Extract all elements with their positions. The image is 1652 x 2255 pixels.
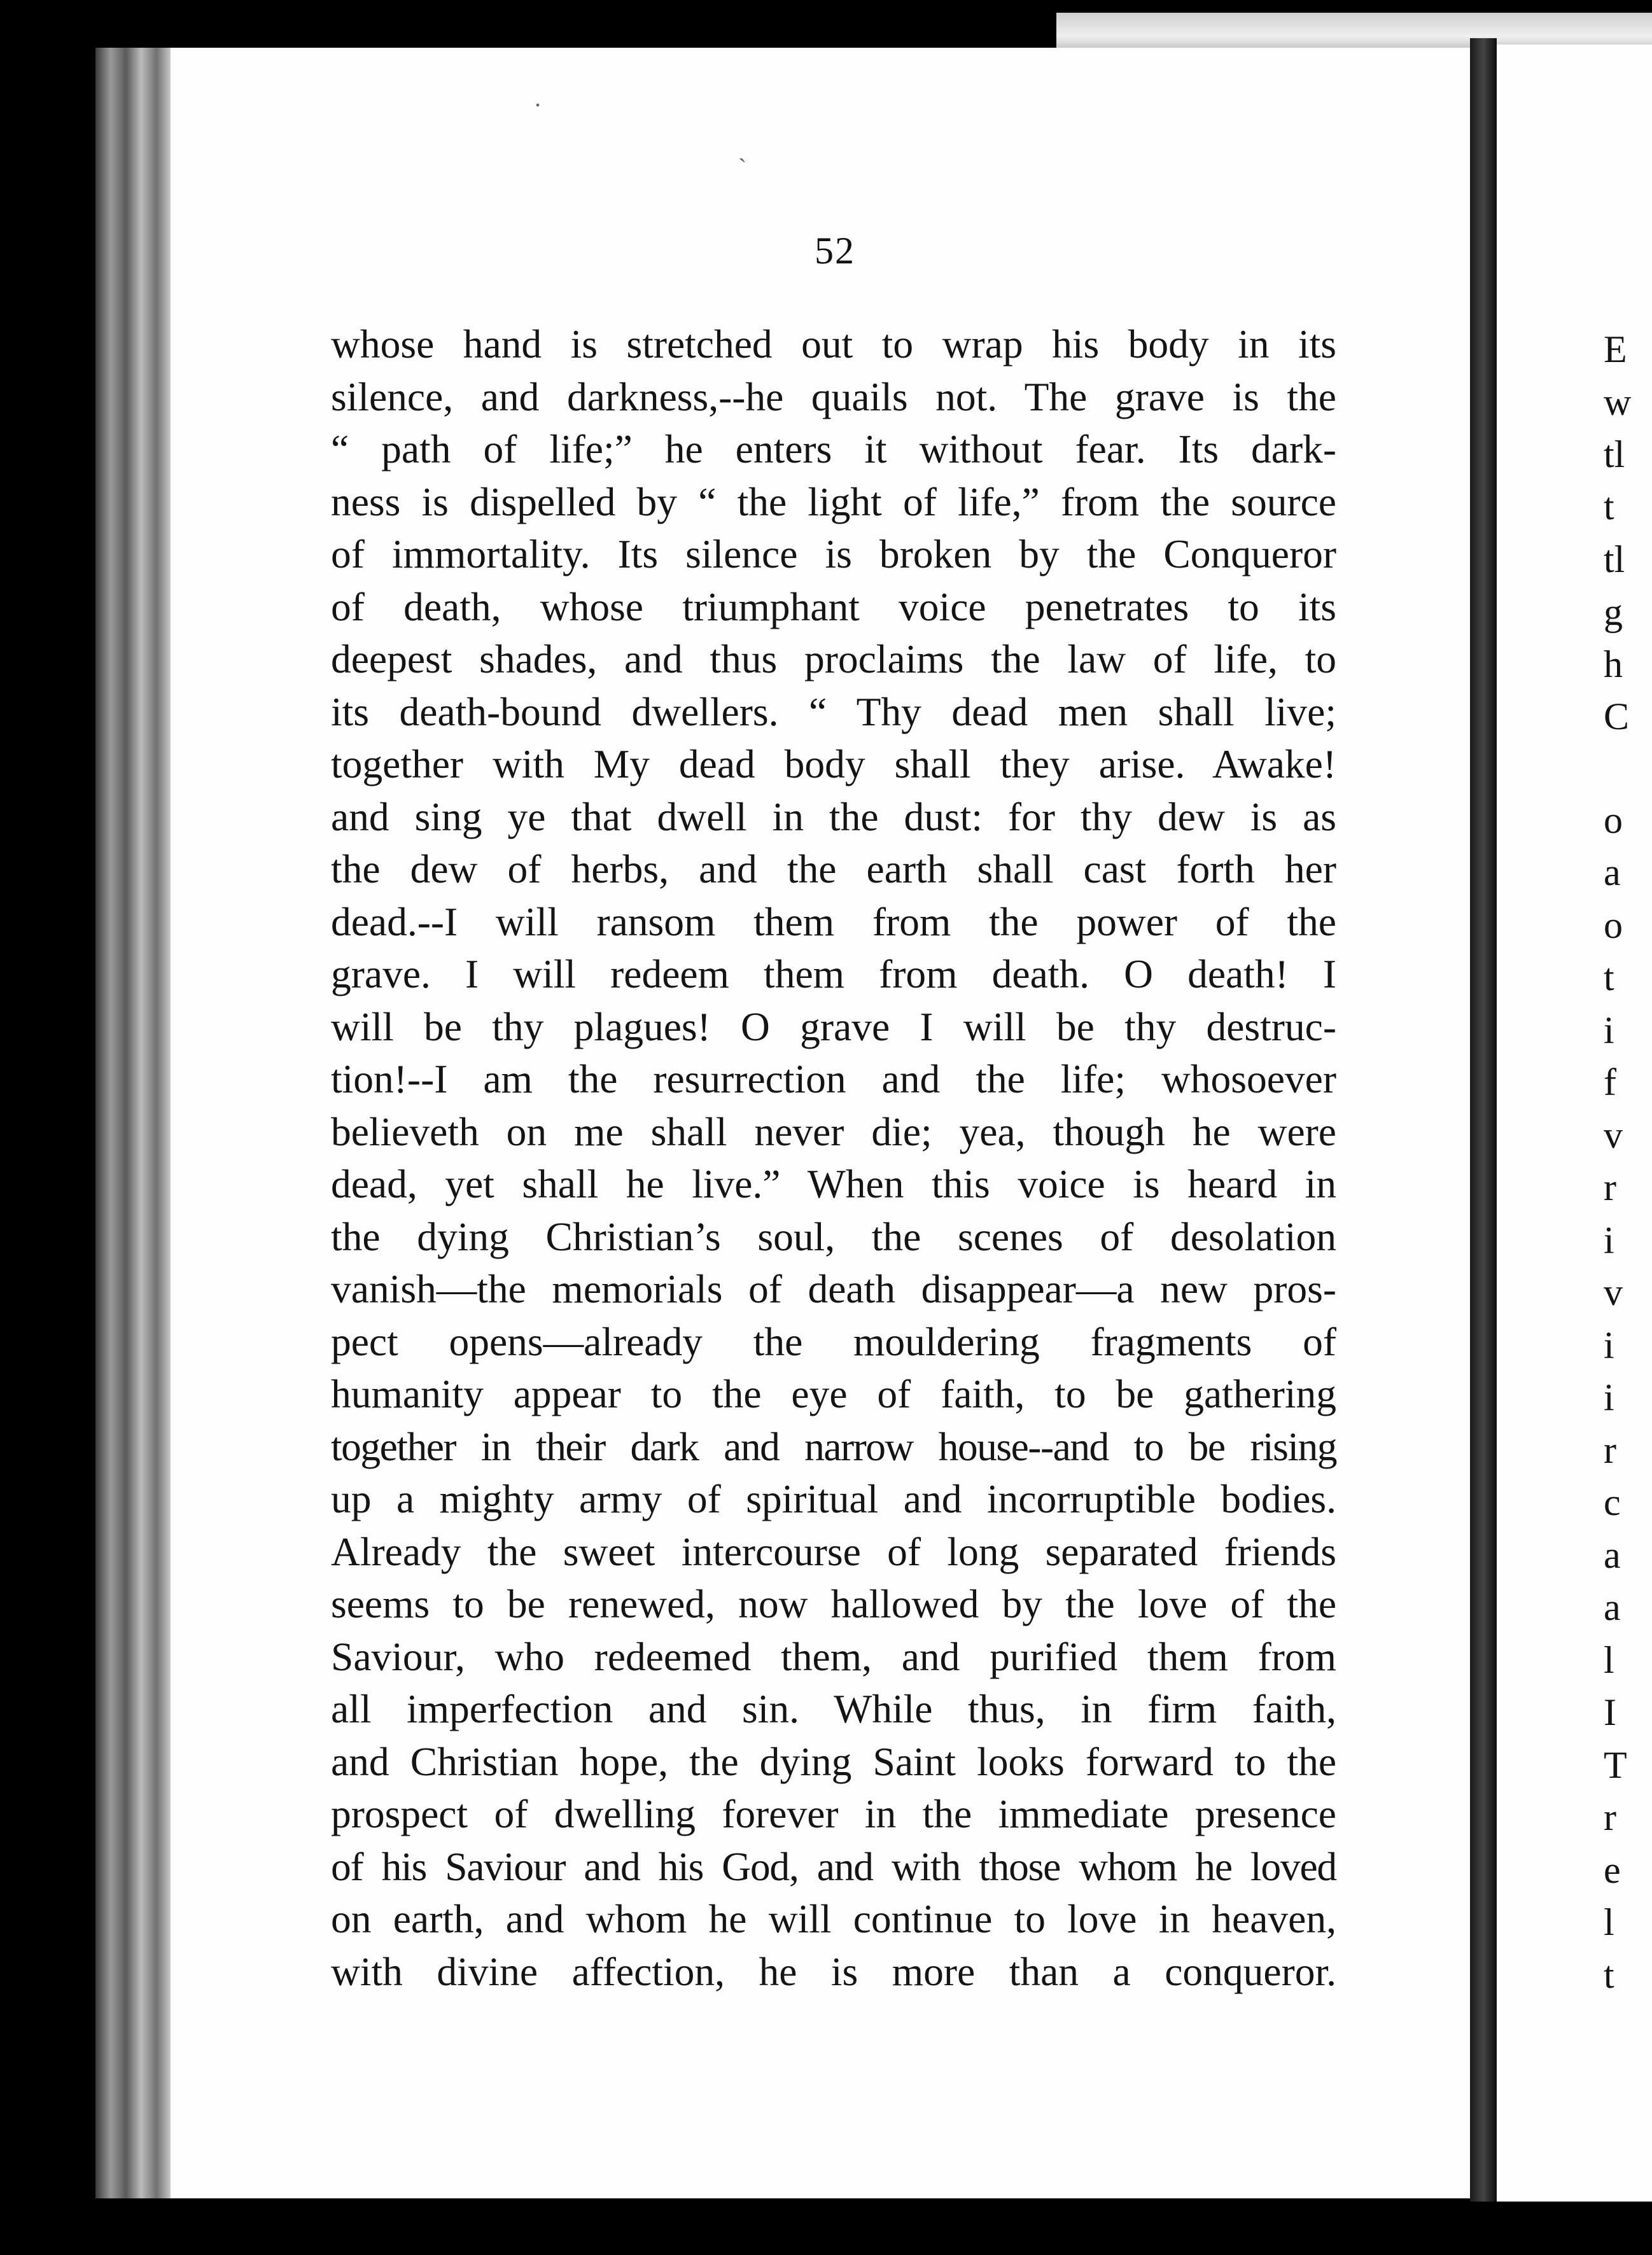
text-line: on earth, and whom he will continue to love in heaven, bbox=[331, 1896, 1336, 1941]
right-page-fragment: o bbox=[1604, 799, 1623, 841]
text-line: deepest shades, and thus proclaims the law of life, to bbox=[331, 636, 1336, 681]
right-page-fragment: C bbox=[1604, 695, 1630, 737]
right-page-fragment: i bbox=[1604, 1324, 1614, 1366]
text-line: vanish—the memorials of death disappear—a new pros- bbox=[331, 1266, 1336, 1311]
right-page-fragment: T bbox=[1604, 1744, 1627, 1786]
right-page-fragment: t bbox=[1604, 485, 1614, 527]
text-line: tion!--I am the resurrection and the life; whosoever bbox=[331, 1056, 1336, 1101]
right-page-fragment: i bbox=[1604, 1009, 1614, 1051]
text-line: the dew of herbs, and the earth shall cast forth her bbox=[331, 846, 1336, 891]
text-line: its death-bound dwellers. “ Thy dead men shall live; bbox=[331, 688, 1336, 734]
text-line: dead, yet shall he live.” When this voice is heard in bbox=[331, 1161, 1336, 1206]
right-page-fragment: r bbox=[1604, 1796, 1616, 1838]
right-page-fragment: f bbox=[1604, 1061, 1616, 1103]
text-line: and Christian hope, the dying Saint looks forward to the bbox=[331, 1738, 1336, 1784]
text-line: of immortality. Its silence is broken by the Conqueror bbox=[331, 531, 1336, 576]
text-line: together with My dead body shall they arise. Awake! bbox=[331, 741, 1336, 786]
right-page-fragment: o bbox=[1604, 904, 1623, 946]
text-line: seems to be renewed, now hallowed by the love of the bbox=[331, 1581, 1336, 1626]
text-line: “ path of life;” he enters it without fear. Its dark- bbox=[331, 426, 1336, 471]
text-line: pect opens—already the mouldering fragments of bbox=[331, 1318, 1336, 1364]
right-page-fragment: h bbox=[1604, 643, 1623, 685]
right-page-fragment: tl bbox=[1604, 433, 1625, 475]
text-line: believeth on me shall never die; yea, though he were bbox=[331, 1108, 1336, 1154]
text-line: prospect of dwelling forever in the immediate presence bbox=[331, 1791, 1336, 1836]
text-line: the dying Christian’s soul, the scenes of desolation bbox=[331, 1213, 1336, 1259]
right-page-fragment: i bbox=[1604, 1219, 1614, 1261]
text-line: will be thy plagues! O grave I will be thy destruc- bbox=[331, 1003, 1336, 1049]
right-page-fragment: g bbox=[1604, 591, 1623, 633]
right-page-fragment: i bbox=[1604, 1376, 1614, 1418]
text-line: and sing ye that dwell in the dust: for thy dew is as bbox=[331, 793, 1336, 839]
scan-speck: . bbox=[535, 83, 541, 112]
right-page-fragment: I bbox=[1604, 1691, 1616, 1733]
right-page-fragment: w bbox=[1604, 381, 1632, 423]
right-page-fragment: r bbox=[1604, 1429, 1616, 1471]
text-line: all imperfection and sin. While thus, in firm faith, bbox=[331, 1686, 1336, 1731]
text-line: of his Saviour and his God, and with those whom he loved bbox=[331, 1843, 1336, 1889]
right-page-partial bbox=[1497, 45, 1652, 2202]
text-line: humanity appear to the eye of faith, to be gathering bbox=[331, 1371, 1336, 1416]
text-line: of death, whose triumphant voice penetrates to its bbox=[331, 583, 1336, 629]
text-line: with divine affection, he is more than a conqueror. bbox=[331, 1948, 1336, 1994]
right-page-fragment: E bbox=[1604, 328, 1627, 370]
right-page-fragment: l bbox=[1604, 1901, 1614, 1943]
text-line: Saviour, who redeemed them, and purified them from bbox=[331, 1633, 1336, 1679]
text-line: dead.--I will ransom them from the power of the bbox=[331, 898, 1336, 944]
text-line: up a mighty army of spiritual and incorruptible bodies. bbox=[331, 1476, 1336, 1521]
text-line: silence, and darkness,--he quails not. The grave is the bbox=[331, 374, 1336, 419]
scan-speck: ` bbox=[738, 153, 747, 182]
right-page-fragment: c bbox=[1604, 1481, 1621, 1523]
right-page-fragment: l bbox=[1604, 1639, 1614, 1681]
right-page-fragment: r bbox=[1604, 1166, 1616, 1208]
page-gutter bbox=[1470, 38, 1497, 2202]
text-line: ness is dispelled by “ the light of life,” from the source bbox=[331, 478, 1336, 524]
text-line: whose hand is stretched out to wrap his body in its bbox=[331, 321, 1336, 367]
right-page-fragment: tl bbox=[1604, 538, 1625, 580]
text-line: Already the sweet intercourse of long separated friends bbox=[331, 1528, 1336, 1574]
right-page-fragment: v bbox=[1604, 1114, 1623, 1156]
right-page-fragment: t bbox=[1604, 956, 1614, 998]
right-page-fragment: a bbox=[1604, 851, 1621, 893]
page-number: 52 bbox=[815, 230, 855, 272]
body-text bbox=[331, 318, 1336, 1998]
book-spine-edge bbox=[95, 48, 172, 2198]
right-page-fragment: a bbox=[1604, 1534, 1621, 1576]
right-page-fragment: a bbox=[1604, 1586, 1621, 1628]
right-page-fragment: t bbox=[1604, 1954, 1614, 1996]
text-line: together in their dark and narrow house--and to be rising bbox=[331, 1423, 1336, 1469]
right-page-fragment: v bbox=[1604, 1271, 1623, 1313]
text-line: grave. I will redeem them from death. O death! I bbox=[331, 951, 1336, 996]
right-page-fragment: e bbox=[1604, 1849, 1621, 1891]
